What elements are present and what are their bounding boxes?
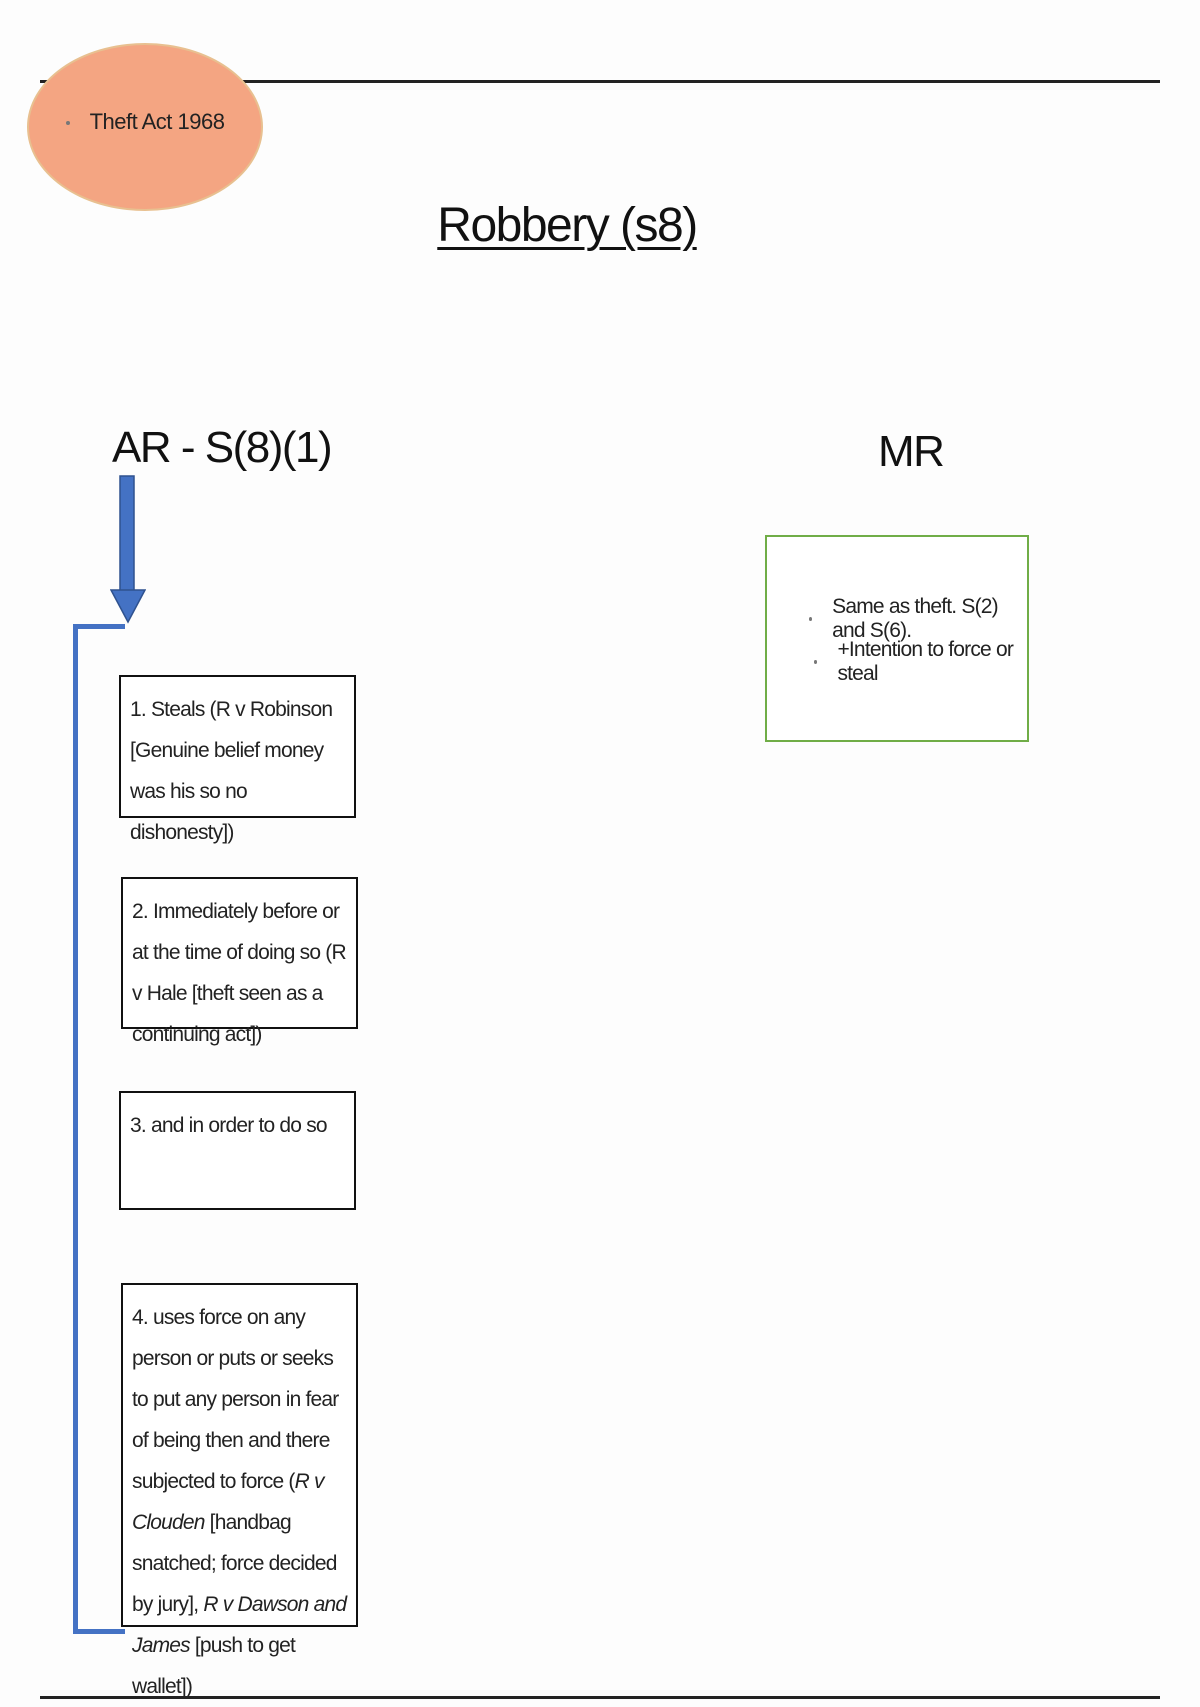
bullet-icon [814,660,817,664]
case-clouden: R v Clouden [132,1470,324,1534]
source-tag [66,109,225,135]
down-arrow-icon [110,474,146,624]
ar-element-3 [119,1091,356,1210]
ar-element-1 [119,675,356,844]
ar-element-1-text: 1. Steals (R v Robinson [Genuine belief money was his so no dishonesty]) [130,698,333,844]
mr-heading: MR [878,427,944,476]
mr-point-2 [767,637,1027,685]
ar-element-4-text-middle: [handbag snatched; force decided by jury], [132,1511,337,1616]
mr-point-1 [767,594,1027,642]
ar-element-4 [121,1283,358,1698]
ar-bracket [73,624,125,1634]
ar-heading: AR - S(8)(1) [112,423,332,472]
mr-point-1-text: Same as theft. S(2) and S(6). [832,594,998,642]
ar-element-4-text-after: [push to get wallet]) [132,1634,296,1698]
ar-element-3-text: 3. and in order to do so [130,1114,327,1137]
page-title: Robbery (s8) [437,199,697,252]
mr-point-2-text: +Intention to force or steal [837,637,1014,685]
source-tag-label: Theft Act 1968 [89,109,225,134]
mr-box [765,535,1029,742]
bullet-icon [66,121,70,125]
ar-element-4-text [132,1297,348,1707]
case-dawson-and-james: R v Dawson and James [132,1593,347,1657]
ar-element-2 [121,877,358,1046]
source-tag-oval [27,43,263,211]
ar-element-2-text: 2. Immediately before or at the time of doing so (R v Hale [theft seen as a continuing act]) [132,900,346,1046]
bottom-rule [40,1696,1160,1699]
ar-element-4-text-before: 4. uses force on any person or puts or seeks to put any person in fear of being then and there subjected to force ( [132,1306,339,1493]
bullet-icon [809,617,812,621]
